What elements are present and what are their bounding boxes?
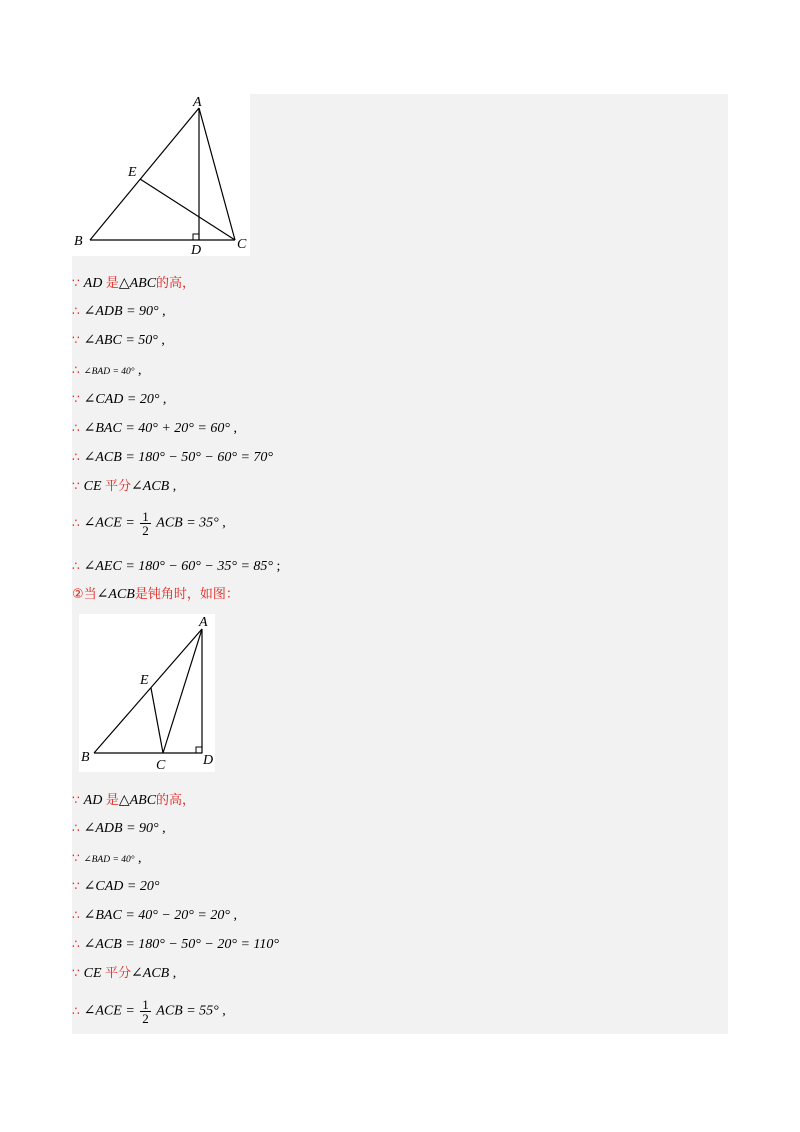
label-d: D bbox=[203, 753, 214, 768]
label-a: A bbox=[199, 615, 208, 630]
step-line: ∴ ∠ACB = 180° − 50° − 20° = 110° bbox=[72, 937, 279, 952]
step-line: ∴ ∠BAC = 40° − 20° = 20° , bbox=[72, 908, 237, 923]
bisector-ce bbox=[151, 688, 163, 753]
side-ab bbox=[90, 108, 199, 240]
step-line: ∴ ∠AEC = 180° − 60° − 35° = 85° ; bbox=[72, 559, 281, 574]
step-line-fraction: ∴ ∠ACE = $\frac{1}{2}$ ACB = 55° , bbox=[72, 997, 226, 1026]
fraction-one-half: $\frac{1}{2}$ bbox=[142, 509, 149, 538]
step-line: ∵ ∠ABC = 50° , bbox=[72, 333, 165, 348]
right-angle-mark bbox=[193, 234, 199, 240]
step-line: ∵ CE 平分∠ACB , bbox=[72, 966, 177, 981]
step-line: ∵ AD 是△ABC的高， bbox=[72, 276, 196, 291]
triangle-figure-2 bbox=[79, 614, 215, 772]
label-b: B bbox=[81, 750, 90, 765]
step-line: ∵ CE 平分∠ACB , bbox=[72, 479, 177, 494]
step-line: ∵ AD 是△ABC的高， bbox=[72, 793, 196, 808]
label-e: E bbox=[140, 673, 149, 688]
label-a: A bbox=[193, 95, 202, 110]
label-c: C bbox=[156, 758, 166, 772]
step-line: ∴ ∠ACB = 180° − 50° − 60° = 70° bbox=[72, 450, 273, 465]
step-line-fraction: ∴ ∠ACE = $\frac{1}{2}$ ACB = 35° , bbox=[72, 509, 226, 538]
side-ac bbox=[163, 629, 202, 753]
step-line: ∴ ∠BAC = 40° + 20° = 60° , bbox=[72, 421, 237, 436]
figure-1 bbox=[72, 94, 250, 256]
label-b: B bbox=[74, 234, 83, 249]
step-line: ∵ ∠CAD = 20° bbox=[72, 879, 160, 894]
step-line: ∵ ∠BAD = 40° , bbox=[72, 851, 142, 866]
step-line: ∴ ∠BAD = 40° , bbox=[72, 363, 142, 378]
label-d: D bbox=[191, 243, 202, 256]
side-ab bbox=[94, 629, 202, 753]
step-line: ∵ ∠CAD = 20° , bbox=[72, 392, 167, 407]
label-e: E bbox=[128, 165, 137, 180]
figure-2 bbox=[79, 614, 215, 772]
label-c: C bbox=[237, 237, 247, 252]
step-line: ∴ ∠ADB = 90° , bbox=[72, 304, 166, 319]
right-angle-mark bbox=[196, 747, 202, 753]
triangle-figure-1 bbox=[72, 94, 250, 256]
step-line: ∴ ∠ADB = 90° , bbox=[72, 821, 166, 836]
fraction-one-half: $\frac{1}{2}$ bbox=[142, 997, 149, 1026]
case-2-heading: ②当∠ACB是钝角时，如图： bbox=[72, 587, 239, 602]
